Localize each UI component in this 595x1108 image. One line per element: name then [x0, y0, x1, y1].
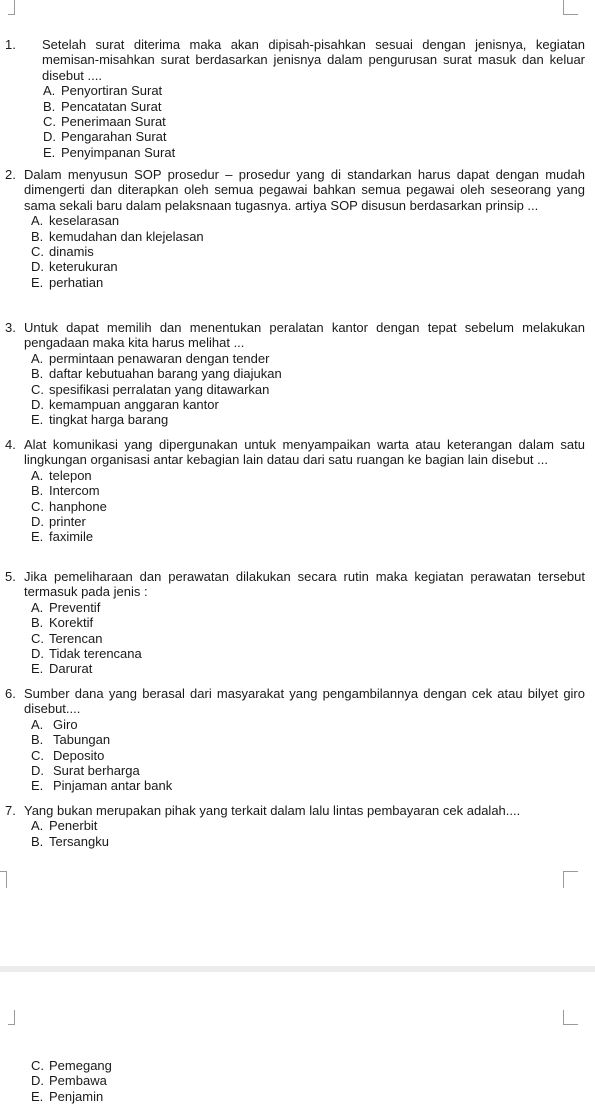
- option-e[interactable]: [5, 412, 585, 427]
- option-letter: D.: [43, 129, 56, 145]
- page-divider: [0, 966, 595, 972]
- option-text: Pencatatan Surat: [61, 98, 162, 114]
- option-a[interactable]: [5, 351, 585, 366]
- option-d[interactable]: [5, 129, 585, 144]
- question-text: Yang bukan merupakan pihak yang terkait dalam lalu lintas pembayaran cek adalah....: [24, 803, 521, 818]
- option-a[interactable]: [5, 468, 585, 483]
- option-e[interactable]: [5, 529, 585, 544]
- question-2: [5, 167, 585, 290]
- option-letter: B.: [31, 833, 44, 849]
- option-c[interactable]: [5, 1058, 585, 1073]
- option-c[interactable]: [5, 499, 585, 514]
- option-text: Korektif: [49, 615, 94, 631]
- option-d[interactable]: [5, 397, 585, 412]
- option-text: spesifikasi perralatan yang ditawarkan: [49, 381, 270, 397]
- option-letter: E.: [31, 274, 44, 290]
- option-letter: B.: [43, 98, 56, 114]
- option-letter: C.: [31, 498, 44, 514]
- option-letter: E.: [31, 661, 44, 677]
- option-letter: C.: [31, 1058, 44, 1073]
- question-text: Untuk dapat memilih dan menentukan peralatan kantor dengan tepat sebelum melakukan pengadaan maka kita harus melihat ...: [24, 320, 585, 351]
- option-letter: C.: [31, 630, 44, 646]
- question-text: Sumber dana yang berasal dari masyarakat yang pengambilannya dengan cek atau bilyet giro disebut....: [24, 686, 585, 717]
- option-b[interactable]: [5, 732, 585, 747]
- option-text: Penerbit: [49, 818, 98, 834]
- option-letter: E.: [31, 1088, 44, 1104]
- question-number: 2.: [5, 167, 16, 182]
- option-text: keterukuran: [49, 259, 118, 275]
- option-text: Penyortiran Surat: [61, 83, 163, 99]
- option-text: Pengarahan Surat: [61, 129, 167, 145]
- option-letter: D.: [31, 514, 44, 530]
- option-b[interactable]: [5, 834, 585, 849]
- option-letter: B.: [31, 228, 44, 244]
- question-text: Alat komunikasi yang dipergunakan untuk menyampaikan warta atau keterangan dalam satu lingkungan organisasi antar kebagian lain datau dari satu ruangan ke bagian lain disebut ...: [24, 437, 585, 468]
- option-d[interactable]: [5, 1073, 585, 1088]
- option-text: dinamis: [49, 244, 94, 260]
- option-text: faximile: [49, 529, 94, 545]
- option-text: Penerimaan Surat: [61, 114, 166, 130]
- option-text: Giro: [53, 716, 78, 732]
- option-letter: C.: [43, 114, 56, 130]
- option-letter: D.: [31, 1073, 44, 1089]
- option-text: keselarasan: [49, 213, 120, 229]
- option-text: kemampuan anggaran kantor: [49, 397, 219, 413]
- corner-mark-bottom-left: [8, 1010, 15, 1025]
- question-number: 4.: [5, 437, 16, 452]
- corner-mark-top-right: [563, 0, 578, 15]
- option-d[interactable]: [5, 259, 585, 274]
- question-number: 7.: [5, 803, 16, 818]
- question-number: 6.: [5, 686, 16, 701]
- question-number: 5.: [5, 569, 16, 584]
- option-text: Pinjaman antar bank: [53, 778, 173, 794]
- option-letter: C.: [31, 244, 44, 260]
- option-text: Preventif: [49, 599, 101, 615]
- corner-mark-top-left: [8, 0, 15, 15]
- question-text: Dalam menyusun SOP prosedur – prosedur yang di standarkan harus dapat dengan mudah dimengerti dan diterapkan oleh semua pegawai bahkan semua pegawai oleh seseorang yang sama sekali baru dalam pelaksnaan tugasnya. artiya SOP disusun berdasarkan prinsip ...: [24, 167, 585, 213]
- option-letter: B.: [31, 615, 44, 631]
- option-letter: A.: [31, 467, 44, 483]
- option-b[interactable]: [5, 615, 585, 630]
- option-a[interactable]: [5, 213, 585, 228]
- option-letter: D.: [31, 259, 44, 275]
- question-6: [5, 686, 585, 794]
- corner-mark-mid-right: [563, 871, 578, 888]
- option-c[interactable]: [5, 382, 585, 397]
- option-letter: B.: [31, 732, 44, 748]
- corner-mark-mid-left: [0, 871, 7, 888]
- option-letter: C.: [31, 747, 44, 763]
- option-letter: B.: [31, 483, 44, 499]
- option-text: Tabungan: [53, 732, 111, 748]
- option-text: Pemegang: [49, 1058, 112, 1073]
- option-text: telepon: [49, 467, 92, 483]
- option-c[interactable]: [5, 244, 585, 259]
- question-4: [5, 437, 585, 545]
- option-letter: E.: [31, 778, 44, 794]
- option-b[interactable]: [5, 366, 585, 381]
- option-b[interactable]: [5, 229, 585, 244]
- option-d[interactable]: [5, 646, 585, 661]
- question-5: [5, 569, 585, 677]
- option-text: Deposito: [53, 747, 105, 763]
- option-text: Terencan: [49, 630, 103, 646]
- option-letter: C.: [31, 381, 44, 397]
- option-text: daftar kebutuahan barang yang diajukan: [49, 366, 282, 382]
- option-text: Tidak terencana: [49, 646, 142, 662]
- question-7: [5, 803, 585, 849]
- option-letter: A.: [31, 213, 44, 229]
- option-text: Pembawa: [49, 1073, 107, 1089]
- option-letter: A.: [31, 599, 44, 615]
- question-text: Jika pemeliharaan dan perawatan dilakukan secara rutin maka kegiatan perawatan tersebut termasuk pada jenis :: [24, 569, 585, 600]
- option-a[interactable]: [5, 717, 585, 732]
- option-e[interactable]: [5, 661, 585, 676]
- option-e[interactable]: [5, 275, 585, 290]
- question-1: [5, 37, 585, 160]
- corner-mark-bottom-right: [563, 1010, 578, 1025]
- option-letter: D.: [31, 646, 44, 662]
- option-letter: A.: [31, 716, 44, 732]
- option-text: Intercom: [49, 483, 100, 499]
- option-text: Darurat: [49, 661, 93, 677]
- option-letter: B.: [31, 366, 44, 382]
- option-b[interactable]: [5, 99, 585, 114]
- option-c[interactable]: [5, 114, 585, 129]
- option-text: Surat berharga: [53, 763, 140, 779]
- option-letter: E.: [31, 412, 44, 428]
- option-e[interactable]: [5, 145, 585, 160]
- option-text: hanphone: [49, 498, 107, 514]
- question-3: [5, 320, 585, 428]
- option-letter: A.: [31, 350, 44, 366]
- option-text: Penjamin: [49, 1088, 104, 1104]
- option-text: Tersangku: [49, 833, 109, 849]
- option-text: perhatian: [49, 274, 104, 290]
- option-c[interactable]: [5, 748, 585, 763]
- option-letter: A.: [43, 83, 56, 99]
- option-e[interactable]: [5, 778, 585, 793]
- question-7-continued: [5, 1058, 585, 1104]
- option-letter: E.: [31, 529, 44, 545]
- option-e[interactable]: [5, 1089, 585, 1104]
- option-letter: E.: [43, 144, 56, 160]
- option-b[interactable]: [5, 483, 585, 498]
- option-letter: D.: [31, 397, 44, 413]
- question-number: 1.: [5, 37, 16, 52]
- option-text: Penyimpanan Surat: [61, 144, 176, 160]
- option-letter: A.: [31, 818, 44, 834]
- option-letter: D.: [31, 763, 44, 779]
- option-text: tingkat harga barang: [49, 412, 169, 428]
- option-a[interactable]: [5, 600, 585, 615]
- option-d[interactable]: [5, 763, 585, 778]
- option-a[interactable]: [5, 818, 585, 833]
- question-number: 3.: [5, 320, 16, 335]
- option-text: permintaan penawaran dengan tender: [49, 350, 270, 366]
- option-text: printer: [49, 514, 86, 530]
- option-a[interactable]: [5, 83, 585, 98]
- option-d[interactable]: [5, 514, 585, 529]
- option-text: kemudahan dan klejelasan: [49, 228, 204, 244]
- option-c[interactable]: [5, 631, 585, 646]
- question-text: Setelah surat diterima maka akan dipisah-pisahkan sesuai dengan jenisnya, kegiatan memisan-misahkan surat berdasarkan jenisnya dalam pengurusan surat masuk dan keluar disebut ....: [42, 37, 585, 83]
